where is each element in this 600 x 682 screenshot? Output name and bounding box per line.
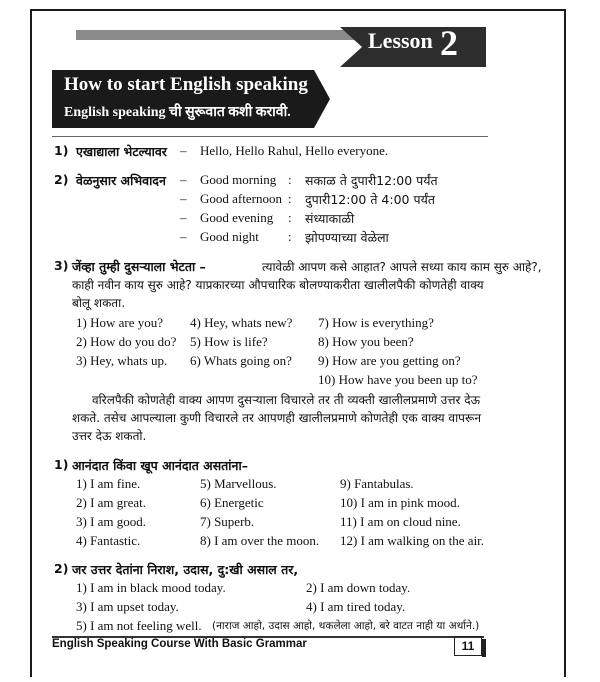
greeting-en: Good evening	[200, 210, 274, 225]
s3-para-line1: वरिलपैकी कोणतेही वाक्य आपण दुसऱ्याला विचारले तर ती व्यक्ती खालीलप्रमाणे उत्तर देऊ	[92, 393, 481, 407]
s2-label: वेळनुसार अभिवादन	[76, 173, 166, 188]
s1-text: Hello, Hello Rahul, Hello everyone.	[200, 143, 389, 158]
s3-para-line2: शकते. तसेच आपल्याला कुणी विचारले तर आपणही खालीलप्रमाणे कोणतेही एक वाक्य वापरून	[72, 411, 481, 425]
reply-item: 5) I am not feeling well.	[76, 618, 202, 633]
greeting-colon: :	[288, 210, 292, 225]
s3-intro-line1: त्यावेळी आपण कसे आहात? आपले सध्या काय काम सुरु आहे?,	[262, 260, 542, 274]
reply-item: 10) I am in pink mood.	[340, 495, 460, 510]
page-number-shadow	[482, 639, 486, 657]
reply-item: 8) I am over the moon.	[200, 533, 320, 548]
reply-item: 4) Fantastic.	[76, 533, 141, 548]
s3-para-line3: उत्तर देऊ शकतो.	[72, 429, 147, 443]
greeting-colon: :	[288, 229, 292, 244]
s4-label: आनंदात किंवा खूप आनंदात असतांना–	[72, 458, 248, 473]
s3-intro-line3: बोलू शकता.	[72, 296, 126, 310]
greeting-en: Good morning	[200, 172, 277, 187]
reply-item: 2) I am great.	[76, 495, 147, 510]
footer-course-title: English Speaking Course With Basic Grammar	[52, 638, 307, 650]
greeting-dash: –	[180, 210, 187, 225]
phrase-item: 1) How are you?	[76, 315, 163, 330]
greeting-mr: दुपारी12:00 ते 4:00 पर्यंत	[305, 192, 435, 207]
s4-number: 1)	[54, 457, 69, 472]
page-title: How to start English speaking	[64, 74, 308, 95]
greeting-colon: :	[288, 172, 292, 187]
s1-label: एखाद्याला भेटल्यावर	[76, 144, 167, 159]
reply-item: 1) I am in black mood today.	[76, 580, 226, 595]
greeting-mr: सकाळ ते दुपारी12:00 पर्यंत	[305, 173, 438, 188]
greeting-dash: –	[180, 172, 187, 187]
phrase-item: 2) How do you do?	[76, 334, 177, 349]
s1-dash: –	[180, 143, 187, 158]
reply-item: 2) I am down today.	[306, 580, 411, 595]
greeting-mr: झोपण्याच्या वेळेला	[305, 230, 389, 245]
s5-note: (नाराज आहो, उदास आहो, थकलेला आहो, बरे वाटत नाही या अर्थाने.)	[212, 620, 480, 632]
s5-number: 2)	[54, 561, 69, 576]
phrase-item: 4) Hey, whats new?	[190, 315, 293, 330]
greeting-dash: –	[180, 191, 187, 206]
reply-item: 7) Superb.	[200, 514, 255, 529]
phrase-item: 3) Hey, whats up.	[76, 353, 168, 368]
reply-item: 3) I am good.	[76, 514, 147, 529]
phrase-item: 6) Whats going on?	[190, 353, 292, 368]
s1-number: 1)	[54, 143, 69, 158]
reply-item: 1) I am fine.	[76, 476, 141, 491]
greeting-colon: :	[288, 191, 292, 206]
s5-label: जर उत्तर देतांना निराश, उदास, दु:खी असाल तर,	[72, 562, 299, 577]
page-border-left	[30, 9, 32, 677]
s3-number: 3)	[54, 258, 69, 273]
page-subtitle: English speaking ची सुरूवात कशी करावी.	[64, 105, 291, 120]
phrase-item: 8) How you been?	[318, 334, 414, 349]
reply-item: 11) I am on cloud nine.	[340, 514, 461, 529]
phrase-item: 9) How are you getting on?	[318, 353, 461, 368]
phrase-item: 10) How have you been up to?	[318, 372, 478, 387]
greeting-dash: –	[180, 229, 187, 244]
reply-item: 4) I am tired today.	[306, 599, 406, 614]
greeting-mr: संध्याकाळी	[305, 211, 355, 226]
title-divider	[52, 136, 488, 137]
lesson-banner-bar	[76, 30, 376, 40]
reply-item: 9) Fantabulas.	[340, 476, 414, 491]
phrase-item: 7) How is everything?	[318, 315, 434, 330]
greeting-en: Good night	[200, 229, 259, 244]
page-number: 11	[454, 636, 482, 656]
reply-item: 12) I am walking on the air.	[340, 533, 485, 548]
phrase-item: 5) How is life?	[190, 334, 268, 349]
s2-number: 2)	[54, 172, 69, 187]
reply-item: 3) I am upset today.	[76, 599, 179, 614]
reply-item: 6) Energetic	[200, 495, 264, 510]
greeting-en: Good afternoon	[200, 191, 282, 206]
s3-label: जेंव्हा तुम्ही दुसऱ्याला भेटता –	[72, 259, 206, 274]
lesson-label: Lesson	[368, 28, 433, 53]
reply-item: 5) Marvellous.	[200, 476, 277, 491]
page-border-top	[30, 9, 566, 11]
s3-intro-line2: काही नवीन काय सुरु आहे? याप्रकारच्या औपचारिक बोलण्याकरीता खालीलपैकी कोणतेही वाक्य	[72, 278, 484, 292]
lesson-number: 2	[440, 23, 458, 63]
page-border-right	[564, 9, 566, 677]
